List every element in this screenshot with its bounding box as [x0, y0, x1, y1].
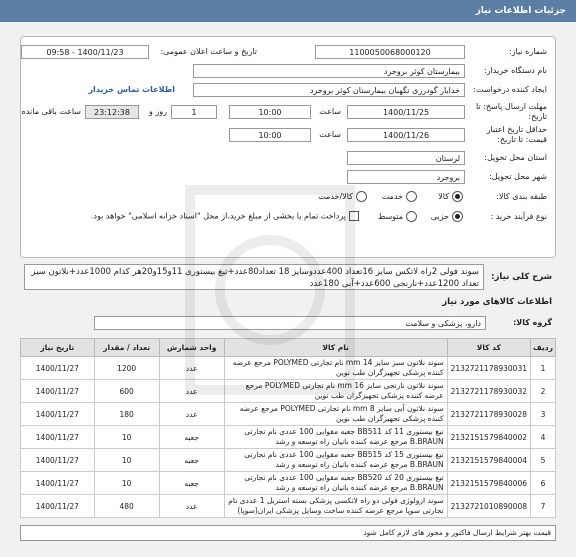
- need-details-panel: [20, 36, 556, 258]
- unit-cell: عدد: [159, 380, 224, 403]
- row-number-cell: 1: [531, 357, 556, 380]
- validity-label: حداقل تاریخ اعتبار قیمت: تا تاریخ:: [486, 125, 547, 144]
- table-header-row: [21, 339, 556, 357]
- creator-label: ایجاد کننده درخواست:: [473, 85, 547, 94]
- deadline-time-label: ساعت: [319, 107, 341, 116]
- item-name-cell: تیغ بیستوری 20 کد BB520 جعبه مقوایی 100 عددی نام تجارتی B.BRAUN مرجع عرضه کننده بانیان راه توسعه و رشد: [224, 472, 447, 495]
- radio-selected-icon[interactable]: [452, 211, 463, 222]
- validity-time-field: 10:00: [229, 128, 311, 142]
- deadline-label: مهلت ارسال پاسخ: تا تاریخ:: [475, 102, 547, 121]
- table-row: [21, 495, 556, 518]
- item-code-cell: 2132151579840006: [447, 472, 530, 495]
- days-field: 1: [171, 105, 217, 119]
- item-code-cell: 2132721178930032: [447, 380, 530, 403]
- buyer-field: بیمارستان کوثر بروجرد: [193, 64, 465, 78]
- remaining-time-field: 23:12:38: [85, 105, 139, 119]
- need-number-field: 1100050068000120: [315, 45, 465, 59]
- col-date-header: تاریخ نیاز: [21, 339, 95, 357]
- row-number-cell: 3: [531, 403, 556, 426]
- province-field: لرستان: [347, 151, 465, 165]
- quantity-cell: 1200: [94, 357, 159, 380]
- validity-date-field: 1400/11/26: [347, 128, 465, 142]
- row-number-cell: 6: [531, 472, 556, 495]
- group-field: دارو، پزشکی و سلامت: [94, 316, 486, 330]
- need-date-cell: 1400/11/27: [21, 495, 95, 518]
- unit-cell: جعبه: [159, 449, 224, 472]
- table-row: [21, 426, 556, 449]
- need-date-cell: 1400/11/27: [21, 472, 95, 495]
- quantity-cell: 180: [94, 403, 159, 426]
- process-option-minor[interactable]: جزیی: [431, 211, 463, 222]
- group-label: گروه کالا:: [513, 318, 552, 327]
- category-option-both[interactable]: کالا/خدمت: [318, 191, 367, 202]
- col-unit-header: واحد شمارش: [159, 339, 224, 357]
- page-header: [0, 0, 576, 22]
- radio-icon[interactable]: [406, 211, 417, 222]
- announce-field: 1400/11/23 - 09:58: [21, 45, 149, 59]
- quantity-cell: 600: [94, 380, 159, 403]
- item-name-cell: سوند نلاتون آبی سایز 8 mm نام تجارتی POLYMED مرجع عرضه کننده پزشکی تجهیزگران طب نوین: [224, 403, 447, 426]
- city-field: بروجرد: [347, 170, 465, 184]
- item-code-cell: 2132721178930031: [447, 357, 530, 380]
- item-name-cell: سوند ارولوژی فولی دو راه لاتکسی پزشکی بسته استریل 1 عددی نام تجارتی سوپا مرجع عرضه کننده ساخت وسایل پزشکی ایران(سوپا): [224, 495, 447, 518]
- row-number-cell: 5: [531, 449, 556, 472]
- row-number-cell: 7: [531, 495, 556, 518]
- footer-note: قیمت بهتر شرایط ارسال فاکتور و مجوز های لازم کامل شود: [20, 525, 556, 541]
- quantity-cell: 10: [94, 426, 159, 449]
- need-date-cell: 1400/11/27: [21, 380, 95, 403]
- deadline-time-field: 10:00: [229, 105, 311, 119]
- treasury-payment-option[interactable]: پرداخت تمام یا بخشی از مبلغ خرید،از محل "اسناد خزانه اسلامی" خواهد بود.: [91, 211, 359, 221]
- row-validity: [29, 125, 547, 144]
- col-code-header: کد کالا: [447, 339, 530, 357]
- deadline-date-field: 1400/11/25: [347, 105, 465, 119]
- quantity-cell: 10: [94, 449, 159, 472]
- item-name-cell: سوند نلاتون نارنجی سایز 16 mm نام تجارتی POLYMED مرجع عرضه کننده پزشکی تجهیزگران طب نوین: [224, 380, 447, 403]
- row-province: [29, 151, 547, 167]
- quantity-cell: 10: [94, 472, 159, 495]
- row-deadline: [21, 102, 547, 121]
- unit-cell: عدد: [159, 495, 224, 518]
- description-section: [20, 264, 556, 292]
- item-name-cell: تیغ بیستوری 11 کد BB511 جعبه مقوایی 100 عددی نام تجارتی B.BRAUN مرجع عرضه کننده بانیان راه توسعه و رشد: [224, 426, 447, 449]
- group-section: [20, 316, 556, 332]
- col-qty-header: تعداد / مقدار: [94, 339, 159, 357]
- item-code-cell: 2132721010890008: [447, 495, 530, 518]
- radio-icon[interactable]: [356, 191, 367, 202]
- row-category: [29, 190, 547, 206]
- need-date-cell: 1400/11/27: [21, 449, 95, 472]
- days-label: روز و: [149, 107, 167, 116]
- row-number-cell: 4: [531, 426, 556, 449]
- item-code-cell: 2132721178930028: [447, 403, 530, 426]
- table-row: [21, 380, 556, 403]
- need-date-cell: 1400/11/27: [21, 426, 95, 449]
- need-number-label: شماره نیاز:: [509, 47, 547, 56]
- creator-field: خدایار گودرزی نگهبان بیمارستان کوثر بروجرد: [193, 83, 465, 97]
- table-row: [21, 403, 556, 426]
- unit-cell: عدد: [159, 403, 224, 426]
- row-process: [29, 210, 547, 226]
- radio-selected-icon[interactable]: [452, 191, 463, 202]
- row-creator: [29, 83, 547, 99]
- item-name-cell: تیغ بیستوری 15 کد BB515 جعبه مقوایی 100 عددی نام تجارتی B.BRAUN مرجع عرضه کننده بانیان راه توسعه و رشد: [224, 449, 447, 472]
- item-code-cell: 2132151579840004: [447, 449, 530, 472]
- row-city: [29, 170, 547, 186]
- remaining-label: ساعت باقی مانده: [21, 107, 81, 116]
- process-option-medium[interactable]: متوسط: [378, 211, 417, 222]
- goods-section-title: اطلاعات کالاهای مورد نیاز: [442, 297, 552, 307]
- checkbox-icon[interactable]: [349, 211, 359, 221]
- row-buyer: [29, 64, 547, 80]
- table-row: [21, 449, 556, 472]
- row-number-cell: 2: [531, 380, 556, 403]
- announce-label: تاریخ و ساعت اعلان عمومی:: [160, 47, 257, 56]
- contact-buyer-link[interactable]: اطلاعات تماس خریدار: [88, 85, 175, 94]
- category-label: طبقه بندی کالا:: [496, 192, 547, 201]
- table-row: [21, 472, 556, 495]
- need-date-cell: 1400/11/27: [21, 357, 95, 380]
- radio-icon[interactable]: [406, 191, 417, 202]
- item-code-cell: 2132151579840002: [447, 426, 530, 449]
- province-label: استان محل تحویل:: [484, 153, 547, 162]
- process-label: نوع فرآیند خرید :: [490, 212, 547, 221]
- unit-cell: عدد: [159, 357, 224, 380]
- need-date-cell: 1400/11/27: [21, 403, 95, 426]
- category-option-goods[interactable]: کالا: [438, 191, 463, 202]
- description-field: سوند فولی 2راه لاتکس سایز 16تعداد 400عددوسایز 18 تعداد80عدد+تیغ بیستوری 11و15و20هر کدام 1000عدد+نلاتون سبز تعداد 1200عدد+نارنجی 600عدد+آبی 180عدد: [24, 264, 484, 290]
- unit-cell: جعبه: [159, 426, 224, 449]
- row-need-number: [29, 45, 547, 61]
- city-label: شهر محل تحویل:: [489, 172, 547, 181]
- page-title: جزئیات اطلاعات نیاز: [475, 6, 566, 16]
- col-row-header: ردیف: [531, 339, 556, 357]
- category-option-service[interactable]: خدمت: [382, 191, 417, 202]
- validity-time-label: ساعت: [319, 130, 341, 139]
- description-label: شرح کلی نیاز:: [491, 272, 552, 282]
- unit-cell: جعبه: [159, 472, 224, 495]
- col-name-header: نام کالا: [224, 339, 447, 357]
- item-name-cell: سوند نلاتون سبز سایز 14 mm نام تجارتی POLYMED مرجع عرضه کننده پزشکی تجهیزگران طب نوین: [224, 357, 447, 380]
- quantity-cell: 480: [94, 495, 159, 518]
- goods-table: [20, 338, 556, 518]
- table-row: [21, 357, 556, 380]
- buyer-label: نام دستگاه خریدار:: [484, 66, 547, 75]
